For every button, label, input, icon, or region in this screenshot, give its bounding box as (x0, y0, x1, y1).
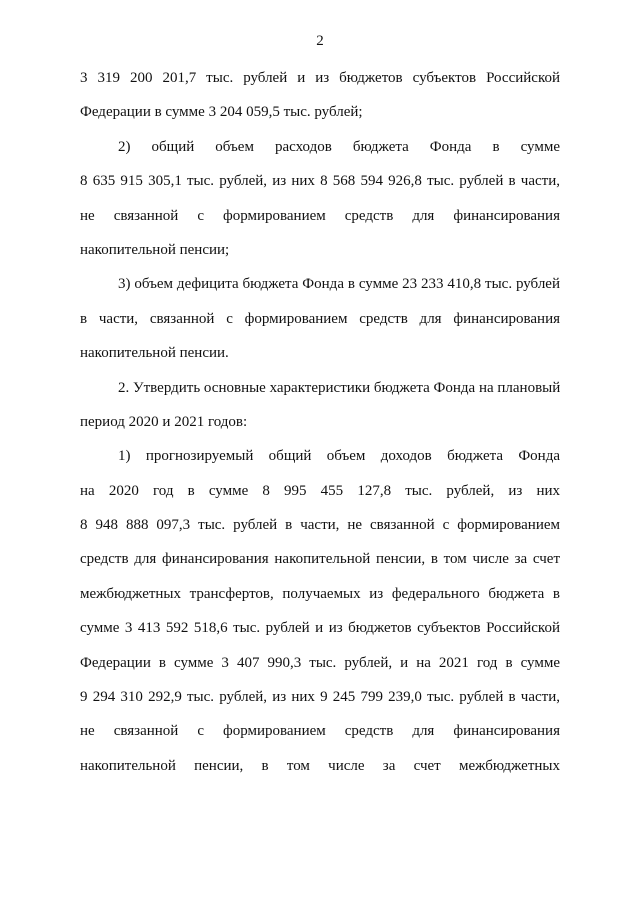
text-line: на 2020 год в сумме 8 995 455 127,8 тыс. рублей, из них (80, 482, 560, 499)
text-line: 3) объем дефицита бюджета Фонда в сумме 23 233 410,8 тыс. рублей (118, 276, 560, 293)
document-body (80, 67, 560, 789)
text-line: не связанной с формированием средств для финансирования (80, 207, 560, 224)
text-line: 8 635 915 305,1 тыс. рублей, из них 8 568 594 926,8 тыс. рублей в части, (80, 173, 560, 190)
text-line: 8 948 888 097,3 тыс. рублей в части, не связанной с формированием (80, 517, 560, 534)
text-line: 2) общий объем расходов бюджета Фонда в сумме (118, 138, 560, 155)
text-line: в части, связанной с формированием средств для финансирования (80, 310, 560, 327)
text-line: накопительной пенсии; (80, 241, 230, 258)
text-line: Федерации в сумме 3 407 990,3 тыс. рублей, и на 2021 год в сумме (80, 654, 560, 671)
text-line: 1) прогнозируемый общий объем доходов бюджета Фонда (118, 448, 560, 465)
text-line: межбюджетных трансфертов, получаемых из федерального бюджета в (80, 585, 560, 602)
text-line: сумме 3 413 592 518,6 тыс. рублей и из бюджетов субъектов Российской (80, 620, 560, 637)
text-line: 2. Утвердить основные характеристики бюджета Фонда на плановый (118, 379, 560, 396)
text-line: средств для финансирования накопительной пенсии, в том числе за счет (80, 551, 560, 568)
text-line: 9 294 310 292,9 тыс. рублей, из них 9 245 799 239,0 тыс. рублей в части, (80, 689, 560, 706)
text-line: Федерации в сумме 3 204 059,5 тыс. рублей; (80, 104, 363, 121)
text-line: не связанной с формированием средств для финансирования (80, 723, 560, 740)
text-line: накопительной пенсии. (80, 345, 229, 362)
text-line: 3 319 200 201,7 тыс. рублей и из бюджетов субъектов Российской (80, 70, 560, 86)
text-line: накопительной пенсии, в том числе за счет межбюджетных (80, 757, 560, 774)
page-number: 2 (316, 33, 324, 49)
text-line: период 2020 и 2021 годов: (80, 413, 248, 430)
